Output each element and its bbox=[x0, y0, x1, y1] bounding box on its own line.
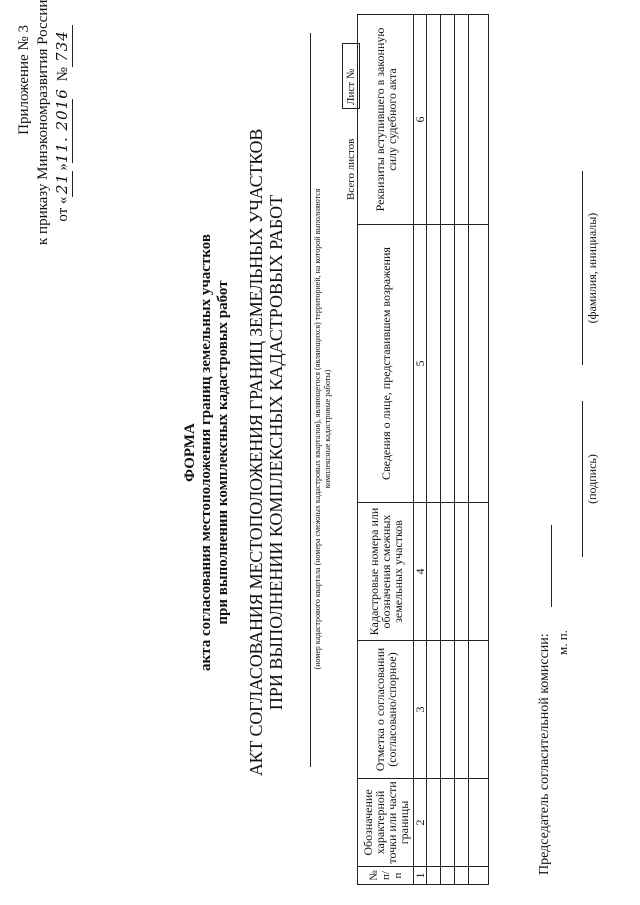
column-number-2: 2 bbox=[414, 779, 427, 867]
caption-line-2: комплексные кадастровые работы) bbox=[323, 369, 332, 489]
annex-block bbox=[14, 0, 73, 245]
date-month-year: 11. 2016 bbox=[53, 88, 71, 164]
number-prefix: № bbox=[55, 67, 71, 82]
signature-label: (подпись) bbox=[585, 454, 599, 504]
number-value: 734 bbox=[52, 25, 73, 67]
name-line bbox=[582, 171, 583, 365]
header-cadastral-numbers: Кадастровые номера или обозначения смежных земельных участков bbox=[358, 503, 414, 641]
seal-label: м. п. bbox=[555, 630, 570, 655]
form-subheading-1: акта согласования местоположения границ земельных участков bbox=[198, 234, 214, 671]
annex-order-line: к приказу Минэкономразвития России bbox=[35, 0, 51, 245]
table-row bbox=[469, 15, 489, 885]
column-number-4: 4 bbox=[414, 503, 427, 641]
total-sheets-label: Всего листов bbox=[343, 109, 360, 204]
column-number-5: 5 bbox=[414, 225, 427, 503]
approval-table bbox=[357, 14, 489, 885]
chairman-extra-line bbox=[551, 525, 552, 607]
table-row bbox=[441, 15, 455, 885]
form-heading: ФОРМА bbox=[182, 423, 198, 482]
annex-date-number bbox=[52, 25, 73, 245]
header-number: № п/п bbox=[358, 867, 414, 885]
caption-line-1: (номер кадастрового квартала (номера смежных кадастровых кварталов), являющегося (являющихся) территорией, на которой выполняются bbox=[313, 188, 322, 670]
column-number-6: 6 bbox=[414, 15, 427, 225]
column-number-3: 3 bbox=[414, 641, 427, 779]
header-point: Обозначение характерной точки или части границы bbox=[358, 779, 414, 867]
act-title-1: АКТ СОГЛАСОВАНИЯ МЕСТОПОЛОЖЕНИЯ ГРАНИЦ ЗЕМЕЛЬНЫХ УЧАСТКОВ bbox=[246, 128, 266, 777]
sheet-number-label: Лист № bbox=[343, 44, 360, 109]
table-row bbox=[427, 15, 441, 885]
header-court-act: Реквизиты вступившего в законную силу судебного акта bbox=[358, 15, 414, 225]
form-subheading-2: при выполнении комплексных кадастровых работ bbox=[215, 280, 231, 625]
date-mid: » bbox=[55, 163, 71, 171]
column-number-1: 1 bbox=[414, 867, 427, 885]
date-prefix: от « bbox=[55, 196, 71, 222]
signature-line bbox=[582, 401, 583, 557]
header-approval-mark: Отметка о согласовании (согласовано/спорное) bbox=[358, 641, 414, 779]
table-row bbox=[455, 15, 469, 885]
act-title-2: ПРИ ВЫПОЛНЕНИИ КОМПЛЕКСНЫХ КАДАСТРОВЫХ РАБОТ bbox=[266, 194, 286, 711]
name-label: (фамилия, инициалы) bbox=[585, 212, 599, 324]
date-day: 21 bbox=[52, 171, 73, 197]
quarter-number-line bbox=[310, 33, 311, 767]
chairman-label: Председатель согласительной комиссии: bbox=[537, 633, 552, 875]
annex-title: Приложение № 3 bbox=[16, 25, 32, 135]
header-objector: Сведения о лице, представившем возражения bbox=[358, 225, 414, 503]
